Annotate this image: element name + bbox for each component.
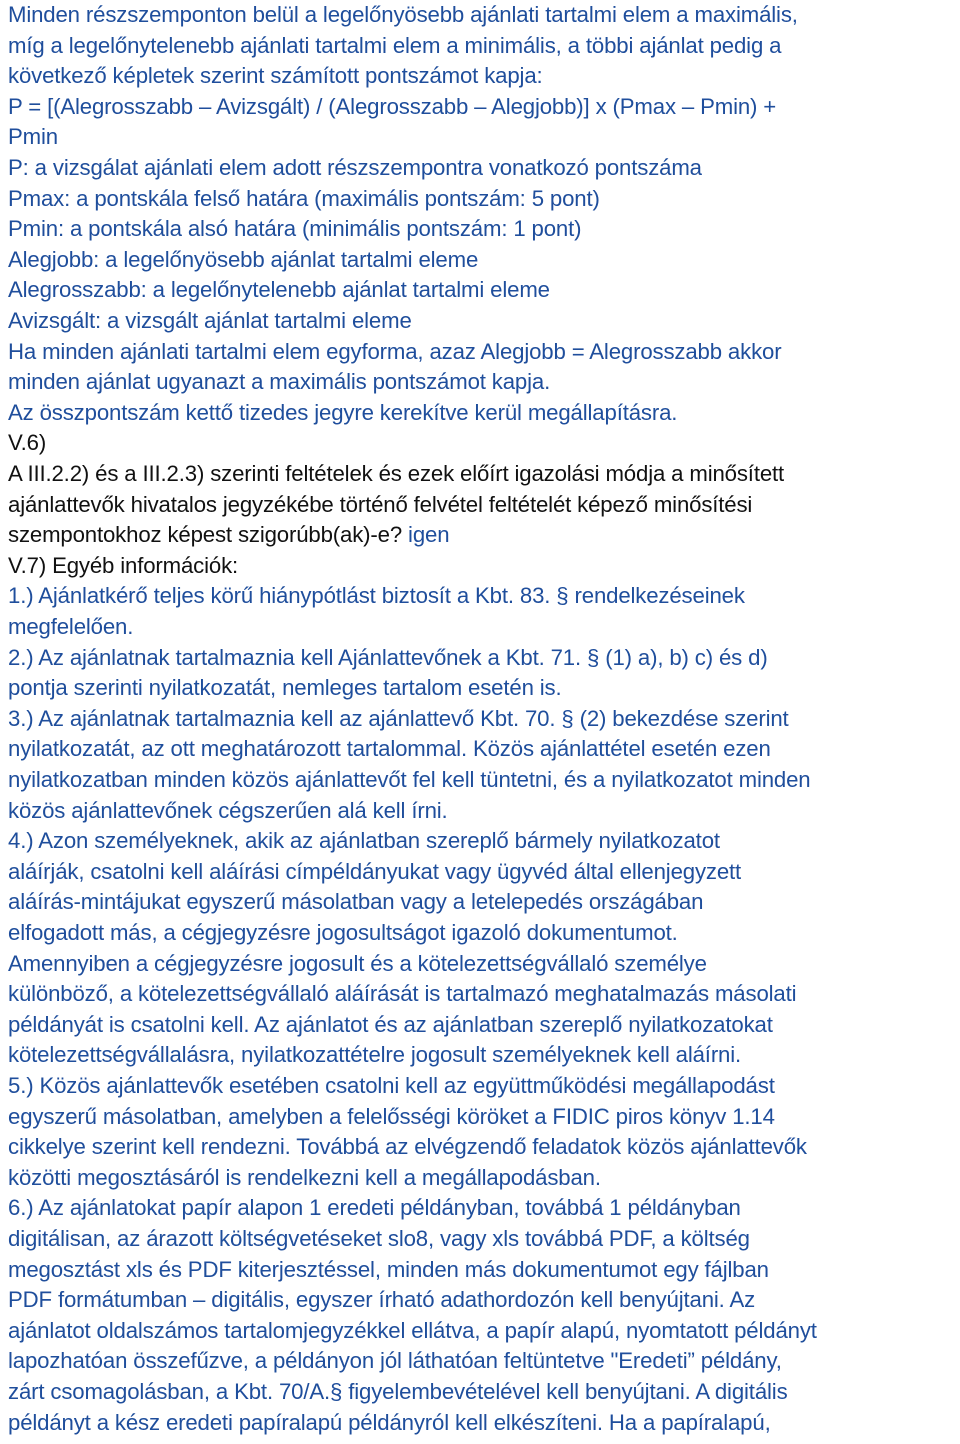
text-segment: V.7) Egyéb információk:	[8, 552, 239, 578]
text-segment: zárt csomagolásban, a Kbt. 70/A.§ figyelembevételével kell benyújtani. A digitális	[8, 1379, 788, 1404]
text-segment: lapozhatóan összefűzve, a példányon jól láthatóan feltüntetve "Eredeti” példány,	[8, 1348, 782, 1374]
text-line	[8, 61, 543, 91]
text-segment: megfelelően.	[8, 614, 134, 639]
text-line	[8, 673, 562, 703]
text-line	[8, 398, 677, 428]
text-line	[8, 1316, 817, 1346]
text-segment: Az összpontszám kettő tizedes jegyre kerekítve kerül megállapításra.	[8, 399, 678, 425]
text-segment: szempontokhoz képest szigorúbb(ak)-e?	[8, 522, 409, 548]
text-segment: Pmin	[8, 124, 58, 150]
text-segment: Alegrosszabb: a legelőnytelenebb ajánlat tartalmi eleme	[8, 277, 550, 303]
text-line	[8, 551, 238, 581]
text-line	[8, 490, 752, 520]
text-line	[8, 581, 745, 611]
text-segment: közös ajánlattevőnek cégszerűen alá kell írni.	[8, 797, 448, 823]
text-segment: digitálisan, az árazott költségvetéseket slo8, vagy xls továbbá PDF, a költség	[8, 1226, 750, 1251]
text-segment: 4.) Azon személyeknek, akik az ajánlatban szereplő bármely nyilatkozatot	[8, 828, 720, 854]
text-segment: példányát is csatolni kell. Az ajánlatot és az ajánlatban szereplő nyilatkozatokat	[8, 1011, 773, 1037]
text-line	[8, 92, 776, 122]
text-segment: P = [(Alegrosszabb – Avizsgált) / (Alegrosszabb – Alegjobb)] x (Pmax – Pmin) +	[8, 93, 777, 119]
text-segment: aláírás-mintájukat egyszerű másolatban vagy a letelepedés országában	[8, 889, 704, 915]
text-segment: nyilatkozatban minden közös ajánlattevőt fel kell tüntetni, és a nyilatkozatot minden	[8, 767, 811, 792]
text-segment: nyilatkozatát, az ott meghatározott tartalommal. Közös ajánlattétel esetén ezen	[8, 736, 771, 762]
text-segment: 2.) Az ajánlatnak tartalmaznia kell Ajánlattevőnek a Kbt. 71. § (1) a), b) c) és d)	[8, 644, 768, 670]
text-line	[8, 1224, 750, 1254]
text-line	[8, 643, 768, 673]
text-segment: aláírják, csatolni kell aláírási címpéldányukat vagy ügyvéd által ellenjegyzett	[8, 858, 742, 884]
text-segment: megosztást xls és PDF kiterjesztéssel, minden más dokumentumot egy fájlban	[8, 1256, 769, 1282]
text-line	[8, 184, 600, 214]
text-line	[8, 245, 478, 275]
text-segment: 3.) Az ajánlatnak tartalmaznia kell az ajánlattevő Kbt. 70. § (2) bekezdése szerint	[8, 705, 789, 731]
text-line	[8, 734, 771, 764]
text-line	[8, 1285, 755, 1315]
text-line	[8, 826, 720, 856]
text-segment: V.6)	[8, 430, 47, 456]
text-segment: 5.) Közös ajánlattevők esetében csatolni kell az együttműködési megállapodást	[8, 1073, 775, 1098]
text-segment: ajánlattevők hivatalos jegyzékébe történő felvétel feltételét képező minősítési	[8, 491, 753, 517]
text-line	[8, 612, 133, 642]
text-line	[8, 1163, 601, 1193]
text-segment: Minden részszemponton belül a legelőnyösebb ajánlati tartalmi elem a maximális,	[8, 2, 798, 27]
text-segment: A III.2.2) és a III.2.3) szerinti feltételek és ezek előírt igazolási módja a minősített	[8, 461, 785, 486]
text-segment: cikkelye szerint kell rendezni. Továbbá az elvégzendő feladatok közös ajánlattevők	[8, 1134, 807, 1160]
text-line	[8, 1132, 807, 1162]
text-segment: ajánlatot oldalszámos tartalomjegyzékkel ellátva, a papír alapú, nyomtatott példányt	[8, 1317, 817, 1343]
text-segment: Alegjobb: a legelőnyösebb ajánlat tartalmi eleme	[8, 246, 479, 272]
text-line	[8, 275, 550, 305]
text-line	[8, 306, 412, 336]
text-line	[8, 337, 781, 367]
text-line	[8, 520, 449, 550]
text-line	[8, 214, 581, 244]
text-segment: míg a legelőnytelenebb ajánlati tartalmi elem a minimális, a többi ajánlat pedig a	[8, 32, 782, 58]
text-segment: PDF formátumban – digitális, egyszer írható adathordozón kell benyújtani. Az	[8, 1287, 756, 1313]
text-segment: kötelezettségvállalásra, nyilatkozattételre jogosult személyeknek kell aláírni.	[8, 1042, 742, 1068]
text-line	[8, 887, 703, 917]
text-segment: P: a vizsgálat ajánlati elem adott részszempontra vonatkozó pontszáma	[8, 155, 702, 180]
text-line	[8, 31, 781, 61]
text-line	[8, 1071, 775, 1101]
text-segment: következő képletek szerint számított pontszámot kapja:	[8, 63, 543, 89]
text-line	[8, 796, 448, 826]
text-segment: minden ajánlat ugyanazt a maximális pontszámot kapja.	[8, 369, 551, 395]
text-line	[8, 918, 678, 948]
text-line	[8, 1102, 775, 1132]
text-line	[8, 459, 784, 489]
text-segment: példányt a kész eredeti papíralapú példányról kell elkészíteni. Ha a papíralapú,	[8, 1409, 771, 1435]
text-line	[8, 122, 58, 152]
text-segment: közötti megosztásáról is rendelkezni kell a megállapodásban.	[8, 1164, 601, 1190]
text-segment: 6.) Az ajánlatokat papír alapon 1 eredeti példányban, továbbá 1 példányban	[8, 1195, 741, 1221]
text-line	[8, 1346, 782, 1376]
text-segment: egyszerű másolatban, amelyben a felelősségi köröket a FIDIC piros könyv 1.14	[8, 1103, 775, 1129]
text-line	[8, 1193, 741, 1223]
text-line	[8, 1010, 773, 1040]
text-segment: Ha minden ajánlati tartalmi elem egyforma, azaz Alegjobb = Alegrosszabb akkor	[8, 338, 782, 364]
text-line	[8, 704, 789, 734]
text-line	[8, 949, 707, 979]
text-line	[8, 1377, 788, 1407]
text-segment: különböző, a kötelezettségvállaló aláírását is tartalmazó meghatalmazás másolati	[8, 981, 797, 1007]
text-segment: Pmax: a pontskála felső határa (maximális pontszám: 5 pont)	[8, 185, 600, 211]
text-line	[8, 765, 811, 795]
text-line	[8, 153, 702, 183]
text-segment: pontja szerinti nyilatkozatát, nemleges tartalom esetén is.	[8, 675, 562, 701]
text-line	[8, 1255, 769, 1285]
text-line	[8, 979, 796, 1009]
text-line	[8, 367, 550, 397]
text-segment: elfogadott más, a cégjegyzésre jogosultságot igazoló dokumentumot.	[8, 920, 678, 945]
text-line	[8, 1408, 771, 1438]
text-segment: igen	[408, 522, 450, 548]
text-segment: 1.) Ajánlatkérő teljes körű hiánypótlást biztosít a Kbt. 83. § rendelkezéseinek	[8, 583, 745, 609]
text-segment: Amennyiben a cégjegyzésre jogosult és a kötelezettségvállaló személye	[8, 950, 707, 976]
text-line	[8, 1040, 741, 1070]
text-line	[8, 857, 741, 887]
text-segment: Pmin: a pontskála alsó határa (minimális pontszám: 1 pont)	[8, 216, 582, 242]
text-line	[8, 0, 798, 30]
text-segment: Avizsgált: a vizsgált ajánlat tartalmi eleme	[8, 308, 412, 333]
text-line	[8, 428, 46, 458]
